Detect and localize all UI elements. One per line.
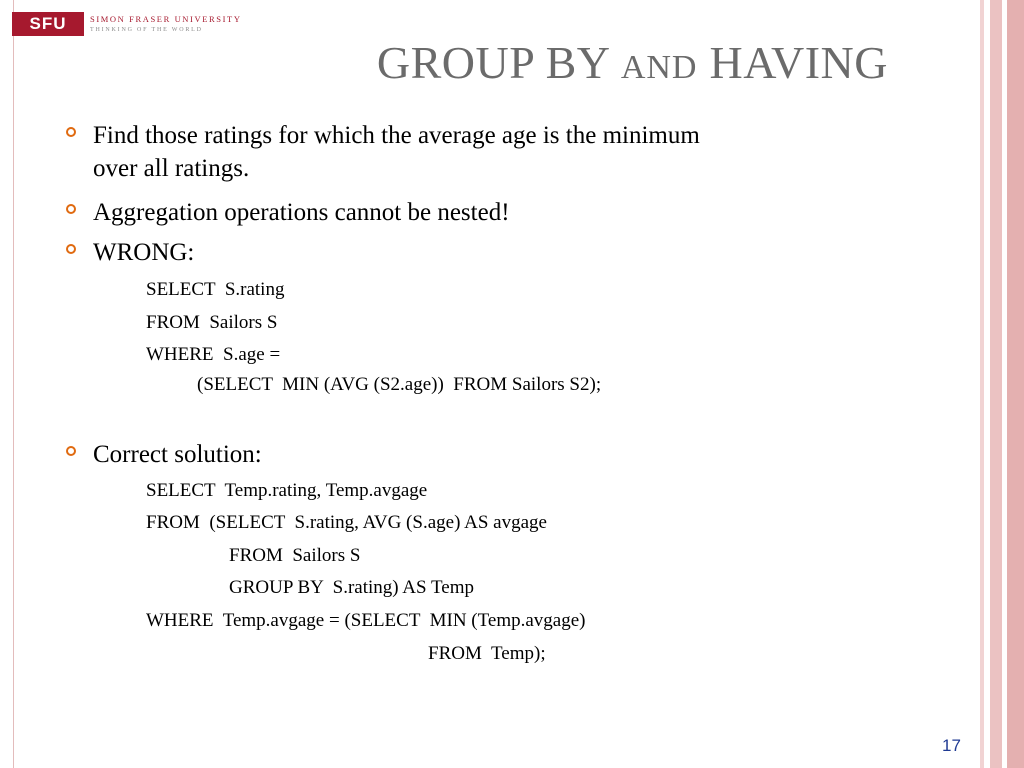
bullet-item	[66, 119, 700, 185]
bullet-circle-icon	[66, 446, 76, 456]
bullet-item	[66, 236, 194, 269]
code-line: FROM (SELECT S.rating, AVG (S.age) AS avgage	[146, 512, 547, 533]
code-line: WHERE Temp.avgage = (SELECT MIN (Temp.avgage)	[146, 610, 586, 631]
code-line: SELECT Temp.rating, Temp.avgage	[146, 480, 428, 501]
sfu-logo-mark: SFU	[12, 12, 84, 36]
title-part-and: AND	[620, 49, 698, 86]
right-decorative-stripes	[980, 0, 1024, 768]
title-part-having: HAVING	[697, 37, 888, 88]
page-number: 17	[942, 736, 961, 755]
code-line: FROM Temp);	[428, 643, 546, 664]
bullet-circle-icon	[66, 244, 76, 254]
bullet-text: WRONG:	[93, 239, 195, 266]
sfu-logo	[12, 12, 242, 36]
university-name: SIMON FRASER UNIVERSITY	[90, 13, 242, 24]
code-line: FROM Sailors S	[229, 545, 361, 566]
bullet-text: Correct solution:	[93, 441, 262, 468]
bullet-text-continuation: over all ratings.	[93, 155, 250, 182]
code-line: (SELECT MIN (AVG (S2.age)) FROM Sailors S2);	[197, 374, 602, 395]
bullet-circle-icon	[66, 204, 76, 214]
slide-title	[377, 36, 888, 89]
code-line: WHERE S.age =	[146, 344, 281, 365]
university-tagline: THINKING OF THE WORLD	[90, 26, 203, 33]
left-border-line	[13, 0, 14, 768]
bullet-item	[66, 196, 510, 229]
sfu-logo-wordmark	[90, 14, 242, 35]
bullet-circle-icon	[66, 127, 76, 137]
code-line: FROM Sailors S	[146, 312, 278, 333]
code-line: SELECT S.rating	[146, 279, 285, 300]
bullet-text: Aggregation operations cannot be nested!	[93, 199, 510, 226]
title-part-group-by: GROUP BY	[376, 37, 621, 88]
bullet-text: Find those ratings for which the average age is the minimum	[93, 122, 700, 149]
code-line: GROUP BY S.rating) AS Temp	[229, 577, 474, 598]
bullet-item	[66, 438, 262, 471]
